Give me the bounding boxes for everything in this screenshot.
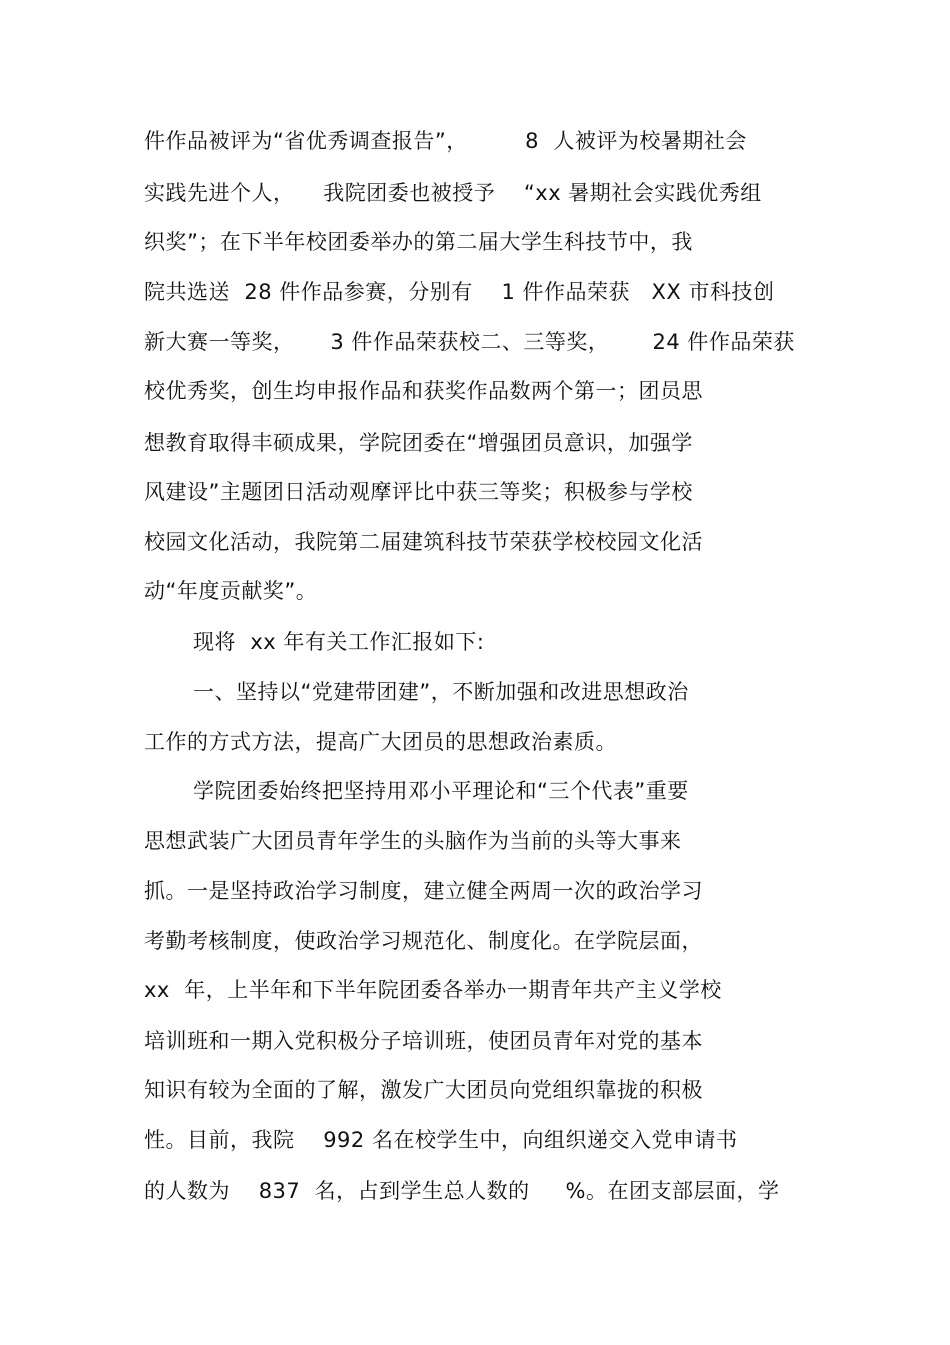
text-line: 考勤考核制度，使政治学习规范化、制度化。在学院层面， — [144, 929, 703, 953]
text-line: 新大赛一等奖， 3 件作品荣获校二、三等奖， 24 件作品荣获 — [144, 330, 795, 354]
section-heading-line: 工作的方式方法，提高广大团员的思想政治素质。 — [144, 730, 617, 754]
text-line: 风建设”主题团日活动观摩评比中获三等奖；积极参与学校 — [144, 480, 693, 504]
text-line: 院共选送 28 件作品参赛，分别有 1 件作品荣获 XX 市科技创 — [144, 280, 775, 304]
paragraph-start-line: 学院团委始终把坚持用邓小平理论和“三个代表”重要 — [193, 779, 689, 803]
text-line: 实践先进个人， 我院团委也被授予 “xx 暑期社会实践优秀组 — [144, 181, 762, 205]
text-line: 校园文化活动，我院第二届建筑科技节荣获学校校园文化活 — [144, 530, 703, 554]
text-line: 培训班和一期入党积极分子培训班，使团员青年对党的基本 — [144, 1029, 703, 1053]
text-line: 织奖”；在下半年校团委举办的第二届大学生科技节中，我 — [144, 230, 693, 254]
text-line: 件作品被评为“省优秀调查报告”， 8 人被评为校暑期社会 — [144, 129, 747, 153]
text-line: 想教育取得丰硕成果，学院团委在“增强团员意识，加强学 — [144, 431, 693, 455]
text-line: 校优秀奖，创生均申报作品和获奖作品数两个第一；团员思 — [144, 379, 703, 403]
text-line: 的人数为 837 名，占到学生总人数的 %。在团支部层面，学 — [144, 1179, 780, 1203]
text-line: 性。目前，我院 992 名在校学生中，向组织递交入党申请书 — [144, 1128, 738, 1152]
text-line: xx 年，上半年和下半年院团委各举办一期青年共产主义学校 — [144, 978, 722, 1002]
text-line: 思想武装广大团员青年学生的头脑作为当前的头等大事来 — [144, 829, 682, 853]
text-line: 动“年度贡献奖”。 — [144, 579, 318, 603]
paragraph-start-line: 现将 xx 年有关工作汇报如下: — [193, 630, 485, 654]
text-line: 抓。一是坚持政治学习制度，建立健全两周一次的政治学习 — [144, 879, 703, 903]
section-heading-line: 一、坚持以“党建带团建”，不断加强和改进思想政治 — [193, 680, 689, 704]
text-line: 知识有较为全面的了解，激发广大团员向党组织靠拢的积极 — [144, 1078, 703, 1102]
